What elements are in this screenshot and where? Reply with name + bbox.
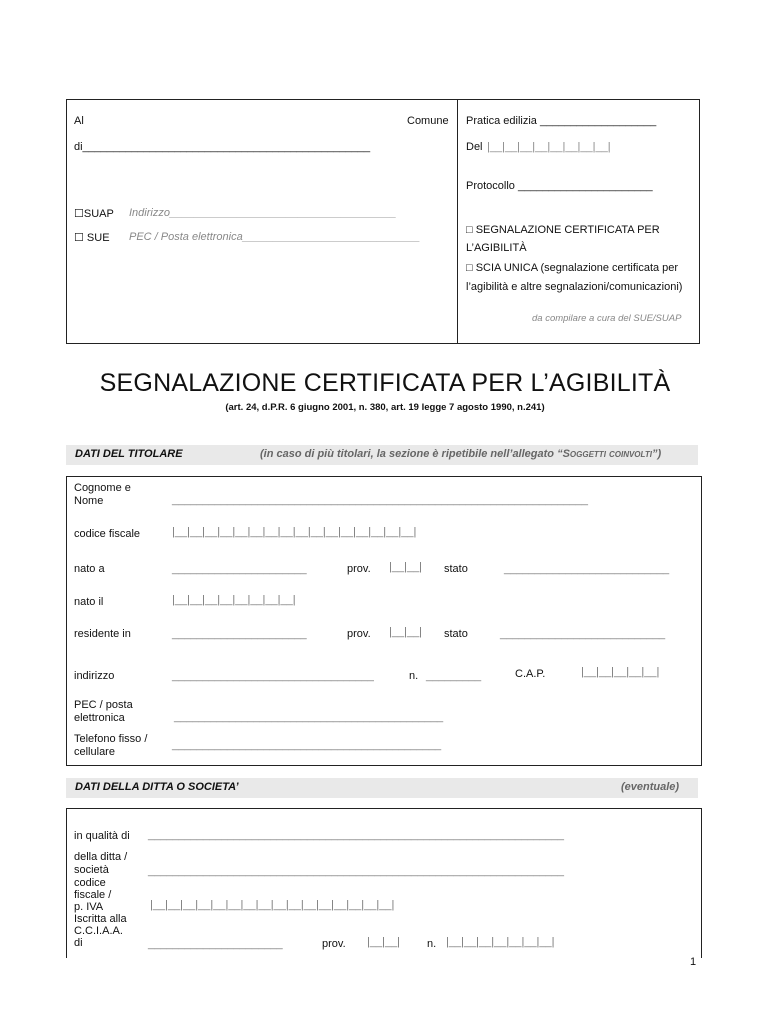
cognome-nome-field[interactable]: ____________________________________________________________________	[172, 494, 589, 506]
protocollo-field[interactable]: Protocollo ______________________	[466, 180, 653, 192]
document-title: SEGNALAZIONE CERTIFICATA PER L’AGIBILITÀ	[99, 369, 671, 397]
section-ditta-header	[66, 778, 698, 798]
cciaa-label-1: Iscritta alla	[74, 913, 127, 925]
header-divider	[457, 99, 458, 344]
ditta-cf-label-1: codice	[74, 877, 106, 889]
sue-pec-field[interactable]: PEC / Posta elettronica_____________________________	[129, 231, 421, 243]
qualita-label: in qualità di	[74, 830, 130, 842]
cciaa-label-2: C.C.I.A.A.	[74, 925, 123, 937]
prov2-field[interactable]: |__|__|	[389, 626, 423, 638]
ditta-cf-field[interactable]: |__|__|__|__|__|__|__|__|__|__|__|__|__|__|__|__|	[150, 899, 395, 911]
stato-label: stato	[444, 563, 468, 575]
ditta-n-label: n.	[427, 938, 437, 950]
stato2-field[interactable]: ___________________________	[500, 628, 666, 640]
indirizzo-field[interactable]: _________________________________	[172, 670, 374, 682]
ditta-prov-label: prov.	[322, 938, 346, 950]
ditta-label-1: della ditta /	[74, 851, 128, 863]
nato-il-label: nato il	[74, 596, 104, 608]
ditta-n-field[interactable]: |__|__|__|__|__|__|__|	[446, 936, 555, 948]
header-comune: Comune	[407, 115, 449, 127]
suap-address-field[interactable]: Indirizzo_____________________________________	[129, 207, 397, 219]
prov-label: prov.	[347, 563, 371, 575]
cognome-label-1: Cognome e	[74, 482, 131, 494]
cap-label: C.A.P.	[515, 668, 546, 680]
option-scia-unica-line2: l’agibilità e altre segnalazioni/comunicazioni)	[466, 281, 683, 293]
qualita-field[interactable]: ____________________________________________________________________	[148, 829, 565, 841]
sue-checkbox[interactable]: ☐ SUE	[74, 232, 110, 244]
cap-field[interactable]: |__|__|__|__|__|	[581, 666, 660, 678]
prov2-label: prov.	[347, 628, 371, 640]
ditta-cf-label-2: fiscale /	[74, 889, 112, 901]
nato-a-field[interactable]: ______________________	[172, 563, 307, 575]
stato-field[interactable]: ___________________________	[504, 563, 670, 575]
section-titolare-label: DATI DEL TITOLARE	[75, 448, 183, 460]
page-number: 1	[690, 956, 697, 968]
header-box	[66, 99, 700, 344]
pec-label-2: elettronica	[74, 712, 125, 724]
header-note: da compilare a cura del SUE/SUAP	[532, 313, 682, 324]
suap-checkbox[interactable]: ☐SUAP	[74, 208, 114, 220]
codice-fiscale-field[interactable]: |__|__|__|__|__|__|__|__|__|__|__|__|__|__|__|__|	[172, 526, 417, 538]
nato-il-field[interactable]: |__|__|__|__|__|__|__|__|	[172, 594, 296, 606]
ditta-field[interactable]: ____________________________________________________________________	[148, 865, 565, 877]
option-scia-unica-checkbox[interactable]: □ SCIA UNICA (segnalazione certificata per	[466, 262, 679, 274]
nato-a-label: nato a	[74, 563, 105, 575]
option-agibilita-checkbox[interactable]: □ SEGNALAZIONE CERTIFICATA PER	[466, 224, 660, 236]
pratica-edilizia-field[interactable]: Pratica edilizia ___________________	[466, 115, 657, 127]
ditta-label-2: società	[74, 864, 109, 876]
cciaa-field[interactable]: ______________________	[148, 938, 283, 950]
section-ditta-note: (eventuale)	[621, 781, 680, 793]
prov-field[interactable]: |__|__|	[389, 561, 423, 573]
codice-fiscale-label: codice fiscale	[74, 528, 141, 540]
telefono-label-1: Telefono fisso /	[74, 733, 148, 745]
residente-field[interactable]: ______________________	[172, 628, 307, 640]
stato2-label: stato	[444, 628, 468, 640]
pec-label-1: PEC / posta	[74, 699, 133, 711]
ditta-cf-label-3: p. IVA	[74, 901, 104, 913]
del-date-field[interactable]: |__|__|__|__|__|__|__|__|	[487, 141, 611, 153]
pec-field[interactable]: ____________________________________________	[174, 711, 444, 723]
header-al: Al	[74, 115, 84, 127]
numero-label: n.	[409, 670, 419, 682]
telefono-field[interactable]: ____________________________________________	[172, 739, 442, 751]
section-titolare-header	[66, 445, 698, 465]
cciaa-label-3: di	[74, 937, 83, 949]
telefono-label-2: cellulare	[74, 746, 115, 758]
option-agibilita-line2: L’AGIBILITÀ	[466, 242, 527, 254]
residente-label: residente in	[74, 628, 131, 640]
header-di-field[interactable]: di_______________________________________________	[74, 141, 371, 153]
cognome-label-2: Nome	[74, 495, 104, 507]
numero-field[interactable]: _________	[426, 670, 482, 682]
document-subtitle: (art. 24, d.P.R. 6 giugno 2001, n. 380, art. 19 legge 7 agosto 1990, n.241)	[225, 402, 545, 413]
section-titolare-note: (in caso di più titolari, la sezione è ripetibile nell’allegato “Soggetti coinvolti”)	[260, 448, 662, 460]
indirizzo-label: indirizzo	[74, 670, 115, 682]
del-label: Del	[466, 141, 483, 153]
section-ditta-label: DATI DELLA DITTA O SOCIETA’	[75, 781, 239, 793]
ditta-prov-field[interactable]: |__|__|	[367, 936, 401, 948]
